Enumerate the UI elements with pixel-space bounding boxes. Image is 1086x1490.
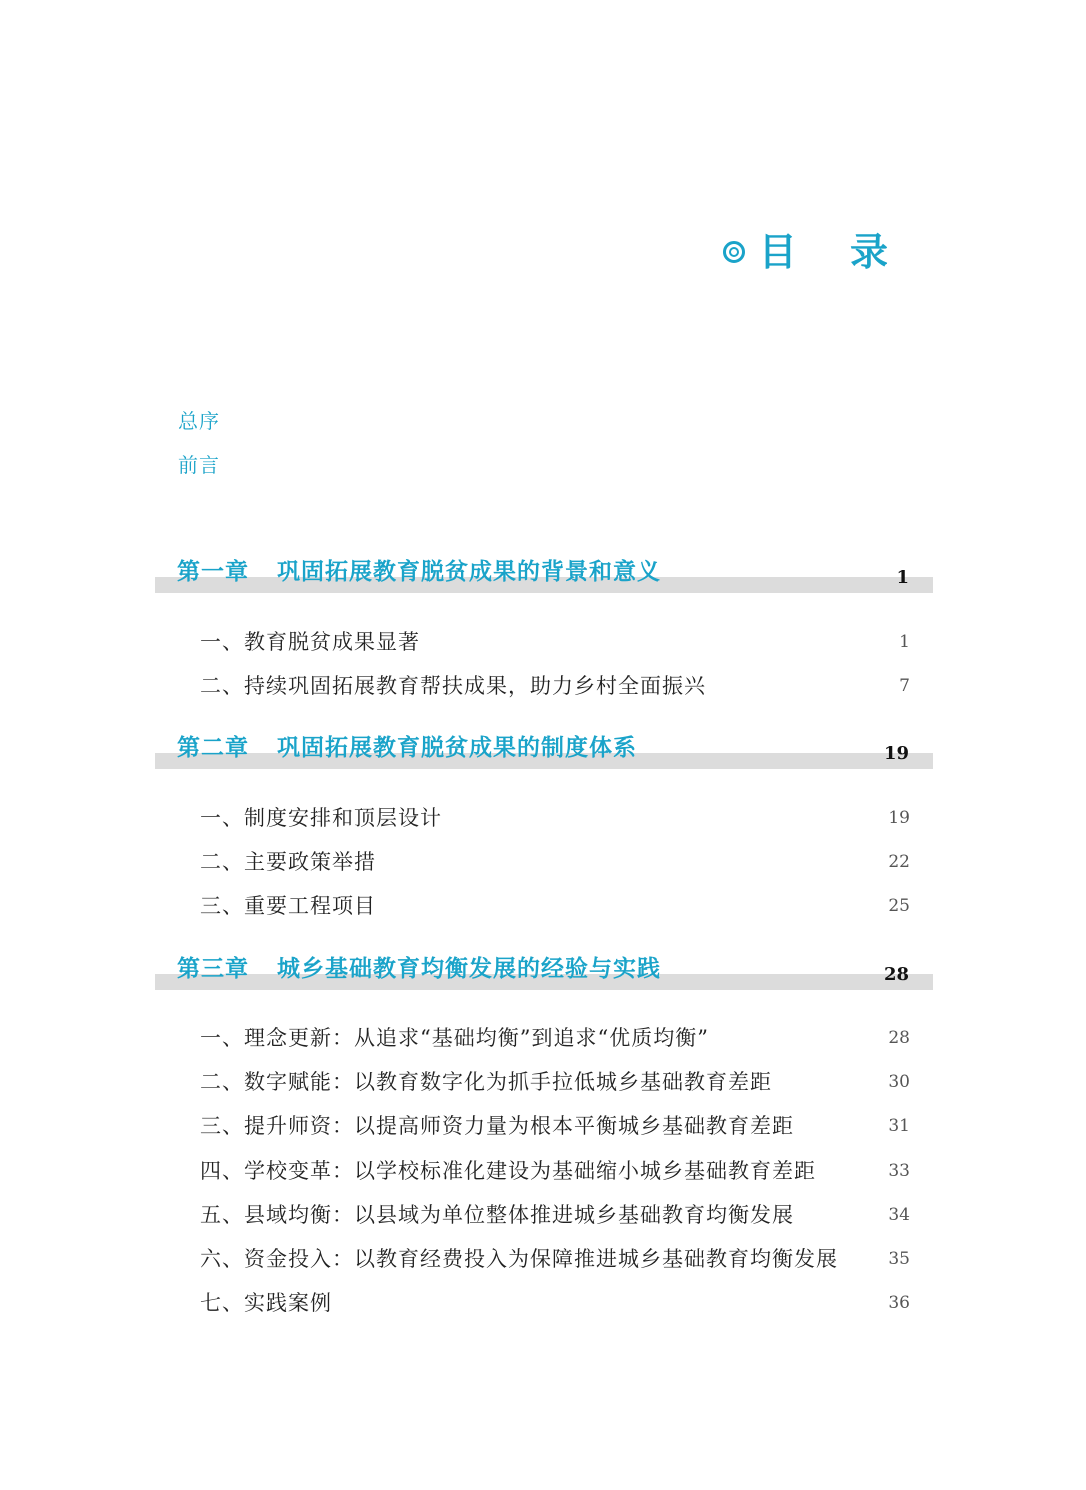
chapter-number: 第一章 [177,558,249,585]
toc-entry-page: 30 [888,1072,910,1092]
chapter-page: 19 [883,743,909,764]
toc-entry-label: 二、持续巩固拓展教育帮扶成果，助力乡村全面振兴 [200,674,706,698]
toc-entry-label: 三、提升师资：以提高师资力量为根本平衡城乡基础教育差距 [200,1114,794,1138]
chapter-title: 巩固拓展教育脱贫成果的背景和意义 [277,558,661,585]
toc-entry[interactable] [200,1156,910,1186]
toc-entry-page: 25 [888,896,910,916]
toc-entry-label: 五、县域均衡：以县域为单位整体推进城乡基础教育均衡发展 [200,1203,794,1227]
toc-entry[interactable] [200,1200,910,1230]
chapter-page: 28 [883,964,909,985]
toc-entry-label: 三、重要工程项目 [200,894,376,918]
toc-entry-label: 四、学校变革：以学校标准化建设为基础缩小城乡基础教育差距 [200,1159,816,1183]
toc-entry-page: 7 [899,676,910,696]
toc-entry[interactable] [200,1067,910,1097]
toc-entry[interactable] [200,627,910,657]
chapter-number: 第二章 [177,734,249,761]
toc-entry-label: 一、教育脱贫成果显著 [200,630,420,654]
toc-entry[interactable] [200,671,910,701]
front-matter-preface-general[interactable]: 总序 [178,409,220,433]
toc-entry[interactable] [200,891,910,921]
toc-entry-page: 33 [888,1161,910,1181]
toc-entry-page: 22 [888,852,910,872]
toc-entry-page: 31 [888,1116,910,1136]
toc-entry-page: 36 [888,1293,910,1313]
chapter-title: 巩固拓展教育脱贫成果的制度体系 [277,734,637,761]
chapter-page: 1 [896,567,909,588]
chapter-1-heading[interactable] [155,553,933,593]
toc-entry-label: 一、制度安排和顶层设计 [200,806,442,830]
toc-entry-label: 二、数字赋能：以教育数字化为抓手拉低城乡基础教育差距 [200,1070,772,1094]
toc-entry[interactable] [200,1023,910,1053]
toc-entry[interactable] [200,1244,910,1274]
front-matter-foreword[interactable]: 前言 [178,453,220,477]
chapter-title: 城乡基础教育均衡发展的经验与实践 [277,955,661,982]
double-circle-icon [723,241,745,263]
toc-entry-label: 一、理念更新：从追求“基础均衡”到追求“优质均衡” [200,1026,709,1050]
toc-entry-page: 35 [888,1249,910,1269]
toc-entry[interactable] [200,1288,910,1318]
toc-entry[interactable] [200,1111,910,1141]
chapter-3-heading[interactable] [155,950,933,990]
toc-entry[interactable] [200,803,910,833]
toc-entry-label: 二、主要政策举措 [200,850,376,874]
toc-entry[interactable] [200,847,910,877]
toc-entry-page: 19 [888,808,910,828]
toc-entry-label: 七、实践案例 [200,1291,332,1315]
chapter-number: 第三章 [177,955,249,982]
toc-entry-page: 28 [888,1028,910,1048]
toc-entry-label: 六、资金投入：以教育经费投入为保障推进城乡基础教育均衡发展 [200,1247,838,1271]
toc-heading [723,228,908,276]
toc-entry-page: 1 [899,632,910,652]
chapter-2-heading[interactable] [155,729,933,769]
toc-title-text: 目 录 [758,229,908,274]
toc-entry-page: 34 [888,1205,910,1225]
